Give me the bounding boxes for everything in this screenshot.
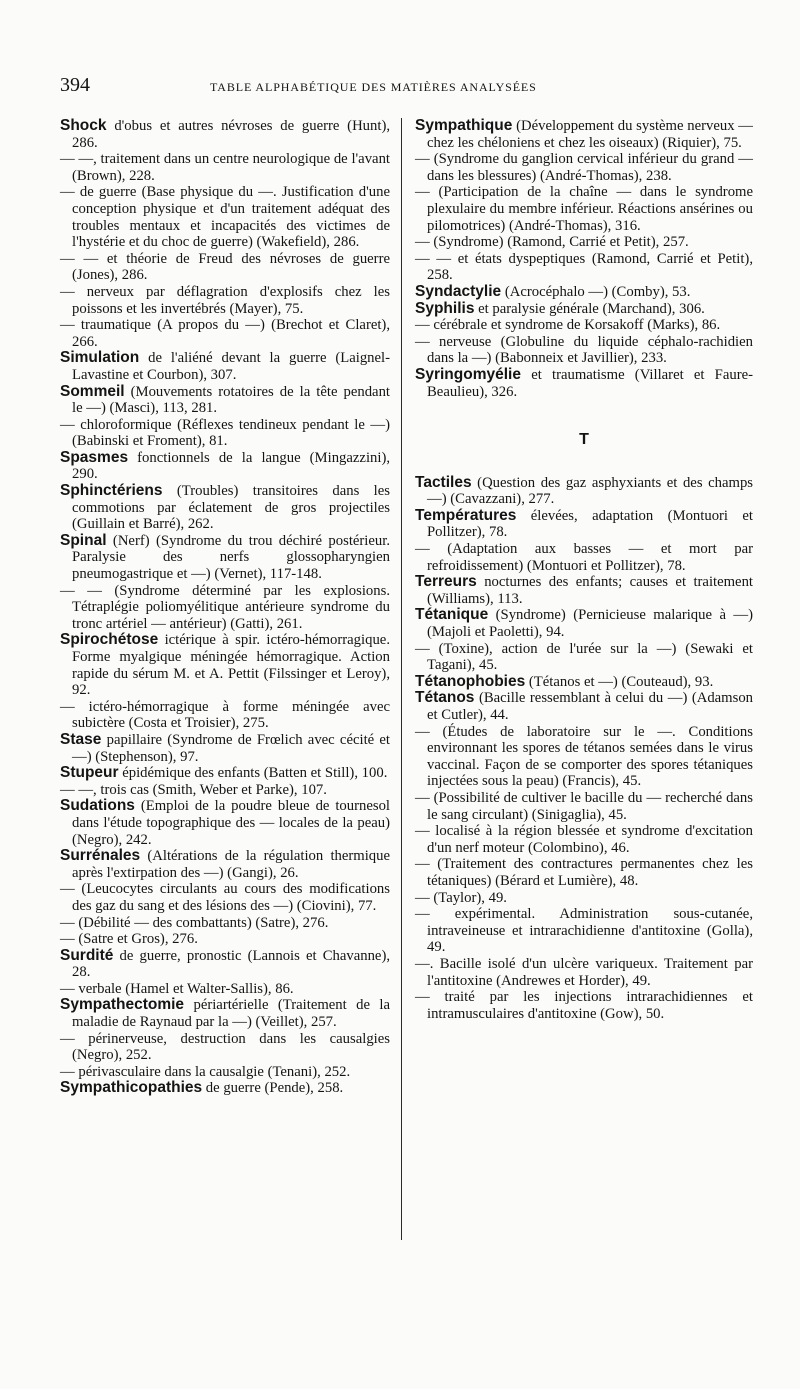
index-subentry <box>60 699 390 732</box>
entry-text: — (Possibilité de cultiver le bacille du — recherché dans le sang circulant) (Sinigaglia), 45. <box>415 789 753 823</box>
entry-text: — expérimental. Administration sous-cutanée, intraveineuse et intrarachidienne d'antitoxine (Golla), 49. <box>415 906 753 956</box>
index-entry <box>60 997 390 1030</box>
entry-text: — cérébrale et syndrome de Korsakoff (Marks), 86. <box>415 317 721 334</box>
index-entry <box>60 732 390 765</box>
entry-text: de guerre, pronostic (Lannois et Chavanne), 28. <box>72 947 391 981</box>
entry-text: (Emploi de la poudre bleue de tournesol dans l'étude topographique des — locales de la peau) (Negro), 242. <box>72 798 391 848</box>
entry-text: — traité par les injections intrarachidiennes et intramusculaires d'antitoxine (Gow), 50. <box>415 989 753 1022</box>
index-subentry <box>60 583 390 633</box>
entry-text: — (Traitement des contractures permanentes chez les tétaniques) (Bérard et Lumière), 48. <box>415 856 753 889</box>
index-column-right <box>415 118 753 1022</box>
index-subentry <box>60 251 390 284</box>
index-subentry <box>60 1031 390 1064</box>
index-entry <box>60 384 390 417</box>
index-entry <box>60 350 390 383</box>
index-entry <box>415 475 753 508</box>
entry-text: papillaire (Syndrome de Frœlich avec cécité et —) (Stephenson), 97. <box>72 731 390 765</box>
entry-headword: Tétanique <box>415 606 489 624</box>
index-subentry <box>415 956 753 989</box>
entry-headword: Tétanophobies <box>415 672 526 690</box>
entry-text: — périnerveuse, destruction dans les causalgies (Negro), 252. <box>60 1030 390 1064</box>
entry-text: — — (Syndrome déterminé par les explosions. Tétraplégie poliomyélitique antérieure syndrome du tronc artériel — antérieur) (Gatti), 261. <box>60 582 390 632</box>
index-subentry <box>60 931 390 948</box>
page-number: 394 <box>60 74 90 96</box>
index-entry <box>60 848 390 881</box>
entry-text: — —, trois cas (Smith, Weber et Parke), 107. <box>60 781 327 798</box>
entry-text: — (Syndrome du ganglion cervical inférieur du grand — dans les blessures) (André-Thomas), 238. <box>415 151 753 184</box>
entry-text: épidémique des enfants (Batten et Still), 100. <box>122 765 388 782</box>
index-subentry <box>415 541 753 574</box>
entry-headword: Surrénales <box>60 847 141 865</box>
index-subentry <box>60 317 390 350</box>
index-entry <box>415 118 753 151</box>
index-entry <box>60 1080 390 1097</box>
entry-text: (Développement du système nerveux — chez les chéloniens et chez les oiseaux) (Riquier), 75. <box>427 118 753 151</box>
index-entry <box>60 483 390 533</box>
index-entry <box>415 284 753 301</box>
entry-text: — —, traitement dans un centre neurologique de l'avant (Brown), 228. <box>60 151 390 184</box>
entry-headword: Spasmes <box>60 448 129 466</box>
index-entry <box>60 533 390 583</box>
index-subentry <box>415 989 753 1022</box>
entry-text: — localisé à la région blessée et syndrome d'excitation d'un nerf moteur (Colombino), 46. <box>415 823 753 856</box>
entry-text: (Acrocéphalo —) (Comby), 53. <box>504 283 691 300</box>
index-entry <box>415 301 753 318</box>
entry-text: — (Toxine), action de l'urée sur la —) (Sewaki et Tagani), 45. <box>415 640 753 674</box>
entry-text: de l'aliéné devant la guerre (Laignel-Lavastine et Courbon), 307. <box>72 350 390 383</box>
index-subentry <box>415 890 753 907</box>
entry-text: — (Études de laboratoire sur le —. Conditions environnant les spores de tétanos semées dans le virus vaccinal. Façon de se comporter des spores tétaniques injectées sous la peau) (Francis), 45. <box>415 723 753 790</box>
index-entry <box>415 674 753 691</box>
index-subentry <box>60 1064 390 1081</box>
index-subentry <box>60 915 390 932</box>
index-subentry <box>415 151 753 184</box>
entry-text: — — et états dyspeptiques (Ramond, Carrié et Petit), 258. <box>415 250 753 284</box>
index-subentry <box>415 906 753 956</box>
entry-headword: Spinal <box>60 531 107 549</box>
entry-text: nocturnes des enfants; causes et traitement (Williams), 113. <box>427 574 753 607</box>
entry-text: ictérique à spir. ictéro-hémorragique. Forme myalgique méningée hémorragique. Action rapide du sérum M. et A. Pettit (Filssinger et Leroy), 92. <box>72 632 390 699</box>
entry-headword: Syndactylie <box>415 282 502 300</box>
index-subentry <box>60 184 390 250</box>
entry-text: — nerveux par déflagration d'explosifs chez les poissons et les invertébrés (Mayer), 75. <box>60 283 390 317</box>
entry-text: (Bacille ressemblant à celui du —) (Adamson et Cutler), 44. <box>427 690 754 723</box>
index-entry <box>60 450 390 483</box>
entry-text: — traumatique (A propos du —) (Brechot et Claret), 266. <box>60 317 390 350</box>
entry-text: — (Syndrome) (Ramond, Carrié et Petit), 257. <box>415 234 689 251</box>
entry-text: (Troubles) transitoires dans les commotions par éclatement de gros projectiles (Guillain et Barré), 262. <box>72 483 391 533</box>
index-entry <box>60 765 390 782</box>
entry-headword: Stupeur <box>60 764 119 782</box>
entry-headword: Simulation <box>60 349 140 367</box>
entry-headword: Terreurs <box>415 573 477 591</box>
index-subentry <box>415 317 753 334</box>
entry-headword: Tactiles <box>415 473 472 491</box>
entry-headword: Shock <box>60 117 107 134</box>
index-subentry <box>415 823 753 856</box>
index-subentry <box>60 284 390 317</box>
entry-headword: Tétanos <box>415 689 475 707</box>
running-title: TABLE ALPHABÉTIQUE DES MATIÈRES ANALYSÉES <box>210 80 537 94</box>
index-entry <box>415 367 753 400</box>
index-subentry <box>415 334 753 367</box>
entry-text: — (Débilité — des combattants) (Satre), 276. <box>60 914 329 931</box>
entry-headword: Sympathectomie <box>60 996 185 1014</box>
index-entry <box>415 574 753 607</box>
entry-headword: Syphilis <box>415 299 475 317</box>
index-subentry <box>60 417 390 450</box>
entry-text: — chloroformique (Réflexes tendineux pendant le —) (Babinski et Froment), 81. <box>60 416 390 450</box>
entry-text: élevées, adaptation (Montuori et Pollitzer), 78. <box>427 507 754 541</box>
index-entry <box>60 118 390 151</box>
entry-text: — (Satre et Gros), 276. <box>60 931 198 948</box>
entry-headword: Sympathicopathies <box>60 1079 203 1097</box>
entry-text: d'obus et autres névroses de guerre (Hunt), 286. <box>72 118 391 151</box>
page-header <box>60 72 760 102</box>
entry-text: — (Leucocytes circulants au cours des modifications des gaz du sang et des lésions des —) (Ciovini), 77. <box>60 881 390 914</box>
entry-text: et paralysie générale (Marchand), 306. <box>478 300 705 317</box>
index-subentry <box>415 641 753 674</box>
index-entry <box>415 508 753 541</box>
index-subentry <box>415 790 753 823</box>
entry-text: et traumatisme (Villaret et Faure-Beaulieu), 326. <box>427 366 754 400</box>
index-subentry <box>60 782 390 799</box>
entry-text: — (Adaptation aux basses — et mort par refroidissement) (Montuori et Pollitzer), 78. <box>415 541 753 574</box>
entry-text: — périvasculaire dans la causalgie (Tenani), 252. <box>60 1063 351 1080</box>
index-subentry <box>60 881 390 914</box>
index-subentry <box>415 234 753 251</box>
index-column-left <box>60 118 390 1097</box>
column-divider <box>401 118 402 1240</box>
index-subentry <box>415 724 753 790</box>
entry-text: de guerre (Pende), 258. <box>205 1080 344 1097</box>
entry-text: — (Taylor), 49. <box>415 889 507 906</box>
entry-text: — ictéro-hémorragique à forme méningée avec subictère (Costa et Troisier), 275. <box>60 698 390 732</box>
entry-text: (Altérations de la régulation thermique après l'extirpation des —) (Gangi), 26. <box>72 848 390 881</box>
index-subentry <box>415 251 753 284</box>
entry-headword: Surdité <box>60 946 114 964</box>
entry-headword: Températures <box>415 506 517 524</box>
entry-headword: Stase <box>60 730 102 748</box>
entry-text: (Question des gaz asphyxiants et des champs —) (Cavazzani), 277. <box>427 474 754 508</box>
entry-text: fonctionnels de la langue (Mingazzini), 290. <box>72 449 391 483</box>
entry-text: (Nerf) (Syndrome du trou déchiré postérieur. Paralysie des nerfs glossopharyngien pneumogastrique et —) (Vernet), 117-148. <box>72 532 390 583</box>
index-subentry <box>60 981 390 998</box>
entry-headword: Sympathique <box>415 117 513 134</box>
index-subentry <box>415 184 753 234</box>
entry-text: (Tétanos et —) (Couteaud), 93. <box>528 673 714 690</box>
entry-headword: Sommeil <box>60 382 125 400</box>
entry-text: périartérielle (Traitement de la maladie de Raynaud par la —) (Veillet), 257. <box>72 997 390 1031</box>
entry-headword: Syringomyélie <box>415 365 521 383</box>
index-entry <box>60 948 390 981</box>
entry-text: — (Participation de la chaîne — dans le syndrome plexulaire du membre inférieur. Réactions ansérines ou pilomotrices) (André-Thomas), 316. <box>415 184 753 234</box>
index-entry <box>60 798 390 848</box>
entry-text: — nerveuse (Globuline du liquide céphalo-rachidien dans la —) (Babonneix et Javillier), 233. <box>415 333 753 367</box>
entry-headword: Spirochétose <box>60 631 159 649</box>
entry-headword: Sudations <box>60 797 135 815</box>
entry-text: (Syndrome) (Pernicieuse malarique à —) (Majoli et Paoletti), 94. <box>427 607 754 641</box>
entry-text: (Mouvements rotatoires de la tête pendant le —) (Masci), 113, 281. <box>72 383 390 417</box>
index-subentry <box>415 856 753 889</box>
entry-text: — verbale (Hamel et Walter-Sallis), 86. <box>60 980 294 997</box>
entry-headword: Sphinctériens <box>60 482 163 500</box>
entry-text: —. Bacille isolé d'un ulcère variqueux. Traitement par l'antitoxine (Andrewes et Horder), 49. <box>415 955 753 989</box>
entry-text: — — et théorie de Freud des névroses de guerre (Jones), 286. <box>60 250 390 284</box>
index-entry <box>415 607 753 640</box>
index-entry <box>415 690 753 723</box>
section-letter: T <box>579 431 589 449</box>
entry-text: — de guerre (Base physique du —. Justification d'une conception physique et d'un traitement adéquat des troubles mentaux et incapacités des victimes de l'hystérie et du choc de guerre) (Wakefield), 286. <box>60 184 390 251</box>
index-entry <box>60 632 390 698</box>
index-subentry <box>60 151 390 184</box>
